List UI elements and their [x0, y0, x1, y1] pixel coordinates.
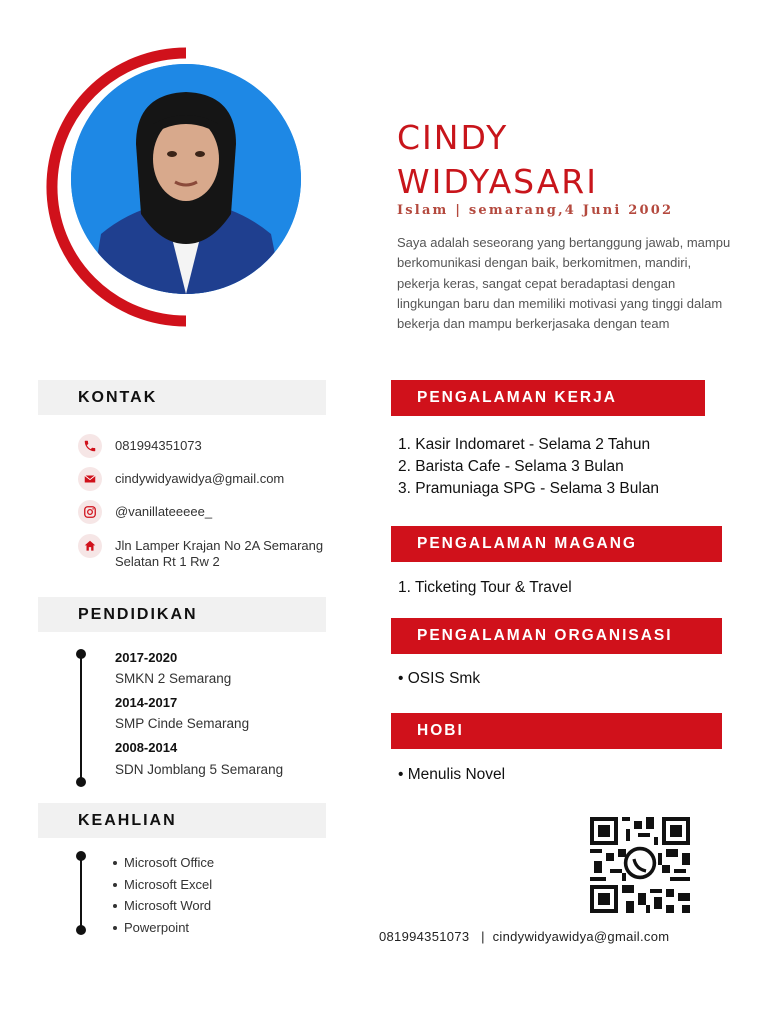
mail-icon — [78, 467, 102, 491]
edu-year: 2008-2014 — [115, 740, 178, 755]
pendidikan-heading: PENDIDIKAN — [38, 597, 326, 632]
instagram-text: @vanillateeeee_ — [115, 504, 213, 519]
hobi-list — [398, 764, 505, 786]
timeline-dot — [76, 851, 86, 861]
subtitle: Islam | semarang,4 Juni 2002 — [397, 203, 674, 218]
edu-year: 2014-2017 — [115, 695, 178, 710]
phone-icon — [78, 434, 102, 458]
list-item: • OSIS Smk — [398, 670, 481, 687]
contact-instagram — [78, 504, 212, 524]
timeline-dot — [76, 925, 86, 935]
list-item: 1. Kasir Indomaret - Selama 2 Tahun — [398, 436, 651, 453]
contact-address — [78, 538, 323, 570]
phone-text: 081994351073 — [115, 438, 202, 453]
list-item: Powerpoint — [110, 917, 214, 939]
edu-year: 2017-2020 — [115, 650, 178, 665]
profile-photo — [71, 64, 301, 294]
list-item: • Menulis Novel — [398, 766, 506, 783]
first-name: CINDY — [397, 118, 509, 157]
kontak-heading: KONTAK — [38, 380, 326, 415]
email-text: cindywidyawidya@gmail.com — [115, 471, 285, 486]
timeline-dot — [76, 649, 86, 659]
skills-list — [110, 852, 214, 938]
magang-heading: PENGALAMAN MAGANG — [391, 526, 722, 562]
edu-school: SMP Cinde Semarang — [115, 716, 250, 731]
about-text: Saya adalah seseorang yang bertanggung jawab, mampu berkomunikasi dengan baik, berkomitmen, mandiri, pekerja keras, sangat cepat beradaptasi dengan lingkungan baru dan memiliki motivasi yang tinggi dalam bekerja dan mampu berkerjasaka dengan team — [397, 235, 731, 332]
list-item: Microsoft Office — [110, 852, 214, 874]
footer-contact: 081994351073 | cindywidyawidya@gmail.com — [379, 929, 670, 944]
education-timeline — [80, 654, 82, 782]
organisasi-list — [398, 668, 480, 690]
contact-phone — [78, 438, 202, 458]
address-line-1: Jln Lamper Krajan No 2A Semarang — [115, 538, 324, 553]
home-icon — [78, 534, 102, 558]
full-name — [397, 116, 598, 204]
address-text — [115, 538, 323, 570]
timeline-dot — [76, 777, 86, 787]
qr-code-icon — [590, 817, 690, 913]
last-name: WIDYASARI — [397, 162, 598, 201]
kerja-heading: PENGALAMAN KERJA — [391, 380, 705, 416]
hobi-heading: HOBI — [391, 713, 722, 749]
list-item: Microsoft Word — [110, 895, 214, 917]
list-item: 1. Ticketing Tour & Travel — [398, 579, 572, 596]
list-item: 2. Barista Cafe - Selama 3 Bulan — [398, 458, 624, 475]
organisasi-heading: PENGALAMAN ORGANISASI — [391, 618, 722, 654]
keahlian-heading: KEAHLIAN — [38, 803, 326, 838]
address-line-2: Selatan Rt 1 Rw 2 — [115, 554, 220, 569]
skills-timeline — [80, 856, 82, 930]
profile-photo-area — [38, 47, 328, 327]
list-item: 3. Pramuniaga SPG - Selama 3 Bulan — [398, 480, 660, 497]
magang-list — [398, 577, 572, 599]
edu-school: SDN Jomblang 5 Semarang — [115, 762, 284, 777]
list-item: Microsoft Excel — [110, 874, 214, 896]
instagram-icon — [78, 500, 102, 524]
edu-school: SMKN 2 Semarang — [115, 671, 232, 686]
kerja-list — [398, 434, 659, 500]
contact-email — [78, 471, 284, 491]
